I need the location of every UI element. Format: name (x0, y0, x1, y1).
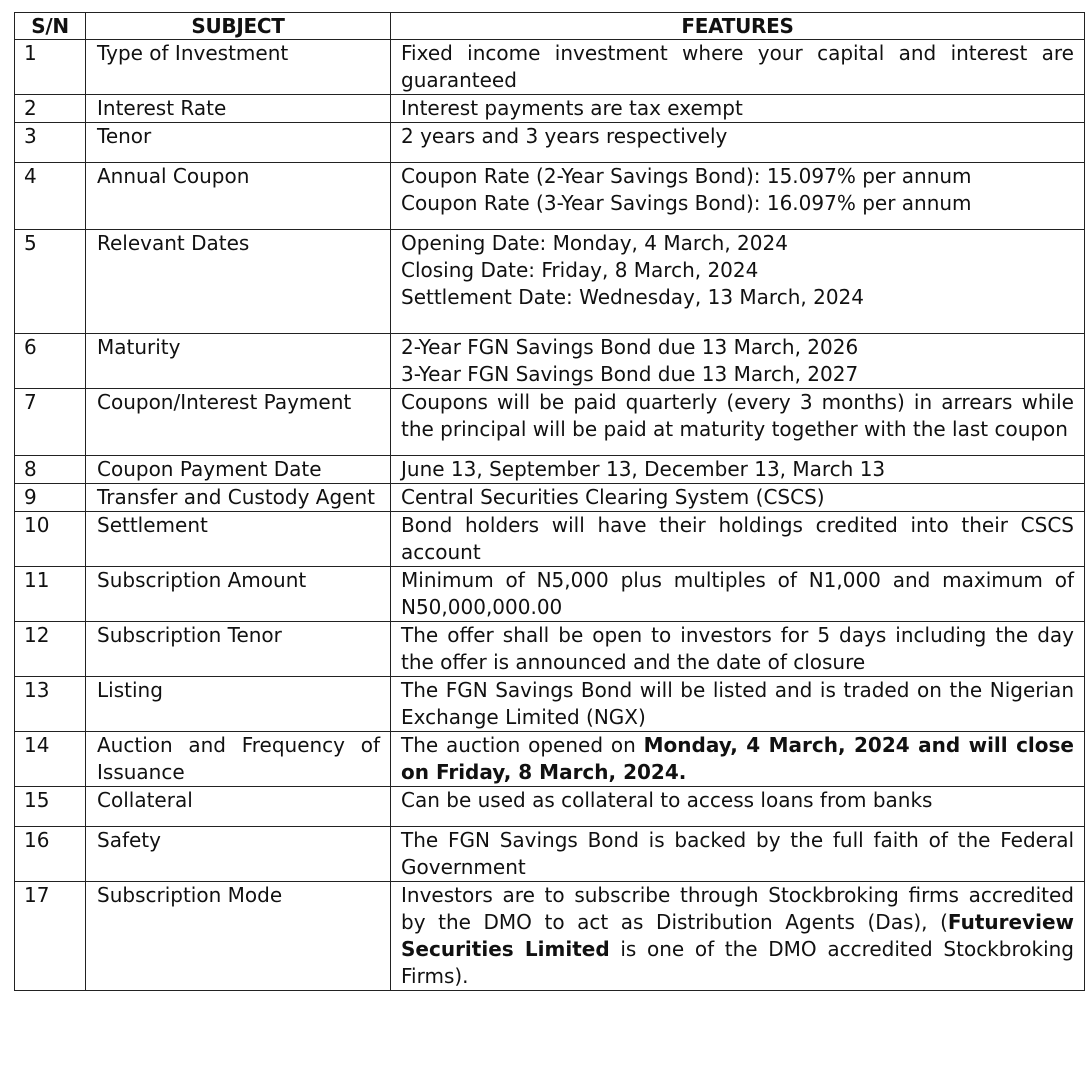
table-row (15, 230, 1085, 334)
feature-text: is one of the DMO accredited Stockbroking Firms). (401, 937, 1074, 988)
row-feature: 2 years and 3 years respectively (391, 123, 1085, 163)
table-row (15, 732, 1085, 787)
header-row (15, 13, 1085, 40)
table-row (15, 334, 1085, 389)
row-feature (391, 732, 1085, 787)
feature-line: 3-Year FGN Savings Bond due 13 March, 2027 (401, 362, 859, 386)
feature-line: 2-Year FGN Savings Bond due 13 March, 2026 (401, 335, 859, 359)
table-row (15, 95, 1085, 123)
row-feature (391, 882, 1085, 991)
feature-text: The auction opened on (401, 733, 644, 757)
table-row (15, 40, 1085, 95)
row-sn: 3 (15, 123, 86, 163)
row-feature: The offer shall be open to investors for 5 days including the day the offer is announced and the date of closure (391, 622, 1085, 677)
table-row (15, 787, 1085, 827)
row-subject: Relevant Dates (86, 230, 391, 334)
table-row (15, 677, 1085, 732)
table-row (15, 827, 1085, 882)
table-row (15, 567, 1085, 622)
row-subject: Settlement (86, 512, 391, 567)
row-feature (391, 334, 1085, 389)
table-row (15, 622, 1085, 677)
row-subject: Maturity (86, 334, 391, 389)
row-feature (391, 163, 1085, 230)
row-sn: 12 (15, 622, 86, 677)
table-row (15, 512, 1085, 567)
row-subject: Type of Investment (86, 40, 391, 95)
row-sn: 7 (15, 389, 86, 456)
row-subject: Subscription Tenor (86, 622, 391, 677)
row-feature: Fixed income investment where your capital and interest are guaranteed (391, 40, 1085, 95)
table-row (15, 163, 1085, 230)
row-subject: Annual Coupon (86, 163, 391, 230)
row-subject: Coupon Payment Date (86, 456, 391, 484)
row-sn: 13 (15, 677, 86, 732)
row-subject: Auction and Frequency of Issuance (86, 732, 391, 787)
row-subject: Subscription Amount (86, 567, 391, 622)
row-feature: Coupons will be paid quarterly (every 3 months) in arrears while the principal will be paid at maturity together with the last coupon (391, 389, 1085, 456)
feature-line: Settlement Date: Wednesday, 13 March, 2024 (401, 285, 864, 309)
header-features: FEATURES (391, 13, 1085, 40)
row-sn: 8 (15, 456, 86, 484)
features-table (14, 12, 1085, 991)
feature-line: Coupon Rate (2-Year Savings Bond): 15.097% per annum (401, 164, 972, 188)
row-sn: 6 (15, 334, 86, 389)
row-feature: Minimum of N5,000 plus multiples of N1,000 and maximum of N50,000,000.00 (391, 567, 1085, 622)
row-sn: 5 (15, 230, 86, 334)
row-feature: Central Securities Clearing System (CSCS) (391, 484, 1085, 512)
feature-bold-text: Futureview Securities Limited (401, 910, 1074, 961)
feature-text: Investors are to subscribe through Stockbroking firms accredited by the DMO to act as Distribution Agents (Das), ( (401, 883, 1074, 934)
feature-line: Coupon Rate (3-Year Savings Bond): 16.097% per annum (401, 191, 972, 215)
table-row (15, 882, 1085, 991)
row-subject: Transfer and Custody Agent (86, 484, 391, 512)
row-subject: Subscription Mode (86, 882, 391, 991)
row-subject: Tenor (86, 123, 391, 163)
row-subject: Interest Rate (86, 95, 391, 123)
row-feature: Interest payments are tax exempt (391, 95, 1085, 123)
row-sn: 16 (15, 827, 86, 882)
feature-line: Closing Date: Friday, 8 March, 2024 (401, 258, 759, 282)
row-feature: The FGN Savings Bond will be listed and is traded on the Nigerian Exchange Limited (NGX) (391, 677, 1085, 732)
row-feature: June 13, September 13, December 13, March 13 (391, 456, 1085, 484)
table-row (15, 123, 1085, 163)
header-subject: SUBJECT (86, 13, 391, 40)
table-row (15, 389, 1085, 456)
row-feature (391, 230, 1085, 334)
feature-bold-text: Monday, 4 March, 2024 and will close on Friday, 8 March, 2024. (401, 733, 1074, 784)
header-sn: S/N (15, 13, 86, 40)
row-feature: Bond holders will have their holdings credited into their CSCS account (391, 512, 1085, 567)
row-feature: Can be used as collateral to access loans from banks (391, 787, 1085, 827)
row-subject: Safety (86, 827, 391, 882)
table-row (15, 456, 1085, 484)
row-subject: Listing (86, 677, 391, 732)
row-subject: Collateral (86, 787, 391, 827)
row-sn: 14 (15, 732, 86, 787)
row-sn: 17 (15, 882, 86, 991)
row-sn: 11 (15, 567, 86, 622)
row-subject: Coupon/Interest Payment (86, 389, 391, 456)
row-sn: 2 (15, 95, 86, 123)
row-sn: 1 (15, 40, 86, 95)
feature-line: Opening Date: Monday, 4 March, 2024 (401, 231, 788, 255)
row-sn: 9 (15, 484, 86, 512)
row-sn: 15 (15, 787, 86, 827)
row-sn: 4 (15, 163, 86, 230)
table-row (15, 484, 1085, 512)
row-sn: 10 (15, 512, 86, 567)
row-feature: The FGN Savings Bond is backed by the full faith of the Federal Government (391, 827, 1085, 882)
